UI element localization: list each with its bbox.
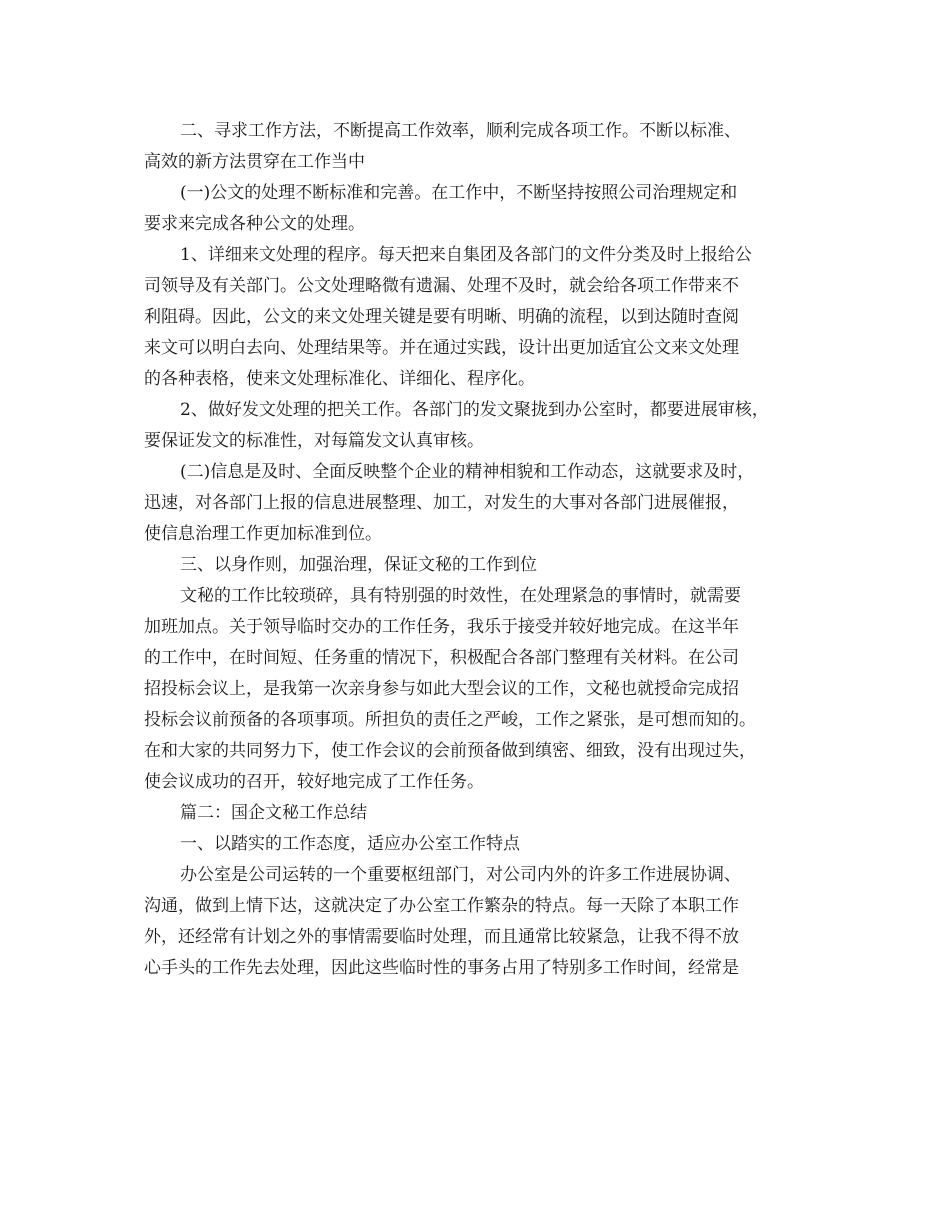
text-line: 高效的新方法贯穿在工作当中 [144, 152, 365, 172]
text-line: 使信息治理工作更加标准到位。 [144, 524, 382, 544]
text-line: 在和大家的共同努力下，使工作会议的会前预备做到缜密、细致，没有出现过失， [144, 741, 756, 761]
text-line: (二)信息是及时、全面反映整个企业的精神相貌和工作动态，这就要求及时， [180, 462, 755, 482]
text-line: 1、详细来文处理的程序。每天把来自集团及各部门的文件分类及时上报给公 [180, 245, 752, 265]
text-line: 外，还经常有计划之外的事情需要临时处理，而且通常比较紧急，让我不得不放 [144, 927, 739, 947]
text-line: 办公室是公司运转的一个重要枢纽部门，对公司内外的许多工作进展协调、 [180, 865, 741, 885]
text-line: 投标会议前预备的各项事项。所担负的责任之严峻，工作之紧张，是可想而知的。 [144, 710, 756, 730]
text-line: 招投标会议上，是我第一次亲身参与如此大型会议的工作，文秘也就授命完成招 [144, 679, 739, 699]
text-line: 来文可以明白去向、处理结果等。并在通过实践，设计出更加适宜公文来文处理 [144, 338, 739, 358]
text-line: 迅速，对各部门上报的信息进展整理、加工，对发生的大事对各部门进展催报， [144, 493, 739, 513]
text-line: 文秘的工作比较琐碎，具有特别强的时效性，在处理紧急的事情时，就需要 [180, 586, 741, 606]
document-body [144, 116, 816, 984]
text-line: 利阻碍。因此，公文的来文处理关键是要有明晰、明确的流程，以到达随时查阅 [144, 307, 739, 327]
text-line: 的工作中，在时间短、任务重的情况下，积极配合各部门整理有关材料。在公司 [144, 648, 739, 668]
text-line: 心手头的工作先去处理，因此这些临时性的事务占用了特别多工作时间，经常是 [144, 958, 739, 978]
chapter-heading: 篇二：国企文秘工作总结 [180, 803, 367, 823]
text-line: 司领导及有关部门。公文处理略微有遗漏、处理不及时，就会给各项工作带来不 [144, 276, 739, 296]
text-line: 沟通，做到上情下达，这就决定了办公室工作繁杂的特点。每一天除了本职工作 [144, 896, 739, 916]
section-heading: 一、以踏实的工作态度，适应办公室工作特点 [180, 834, 520, 854]
text-line: 加班加点。关于领导临时交办的工作任务，我乐于接受并较好地完成。在这半年 [144, 617, 739, 637]
text-line: 要保证发文的标准性，对每篇发文认真审核。 [144, 431, 484, 451]
text-line: 使会议成功的召开，较好地完成了工作任务。 [144, 772, 484, 792]
text-line: 要求来完成各种公文的处理。 [144, 214, 365, 234]
text-line: 二、寻求工作方法，不断提高工作效率，顺利完成各项工作。不断以标准、 [180, 121, 741, 141]
text-line: 的各种表格，使来文处理标准化、详细化、程序化。 [144, 369, 535, 389]
text-line: 2、做好发文处理的把关工作。各部门的发文聚拢到办公室时，都要进展审核， [180, 400, 769, 420]
section-heading: 三、以身作则，加强治理，保证文秘的工作到位 [180, 555, 537, 575]
text-line: (一)公文的处理不断标准和完善。在工作中，不断坚持按照公司治理规定和 [180, 183, 738, 203]
